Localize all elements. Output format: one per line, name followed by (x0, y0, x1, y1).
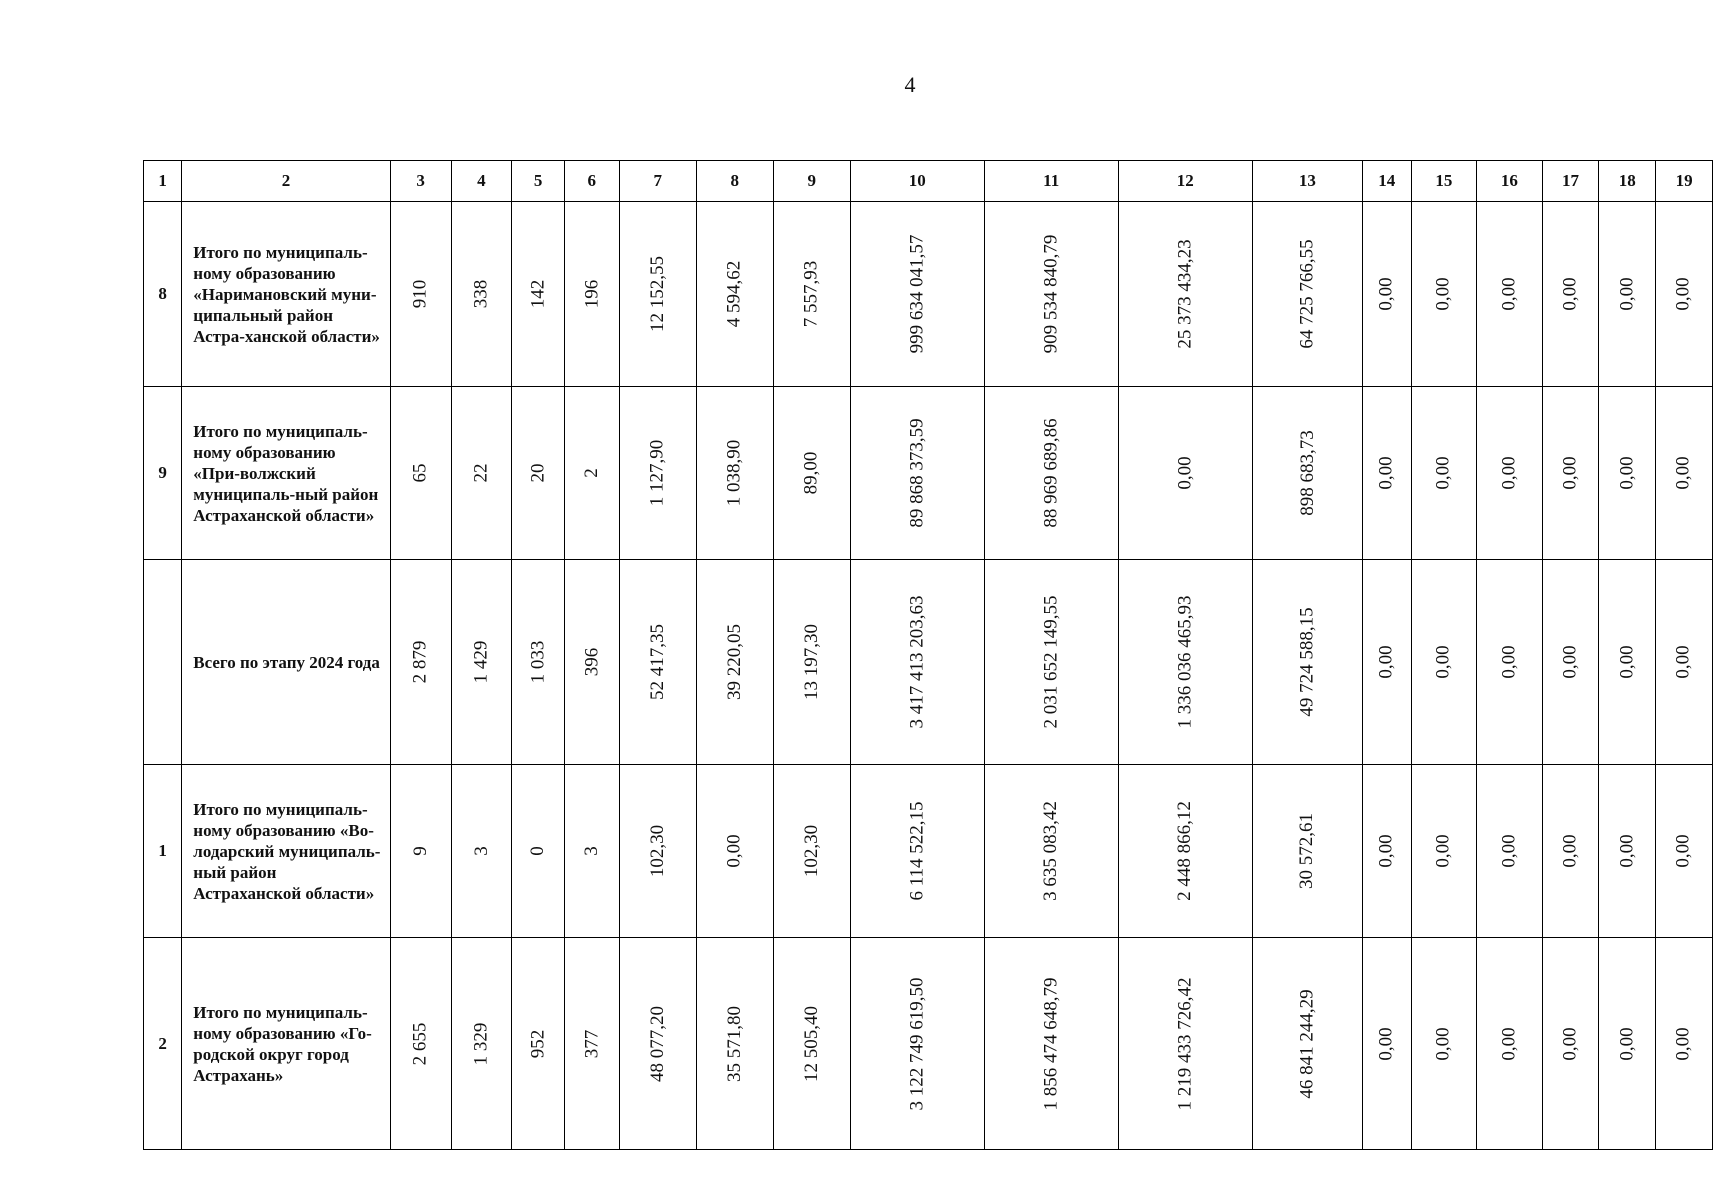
value-cell (619, 560, 696, 765)
value-cell (1252, 202, 1362, 387)
value-cell (850, 938, 984, 1150)
value-text: 0,00 (723, 834, 745, 868)
value-cell (773, 560, 850, 765)
value-cell (1411, 765, 1477, 938)
value-cell (390, 560, 451, 765)
value-text: 0,00 (1673, 277, 1695, 311)
value-text: 0,00 (1432, 645, 1454, 679)
value-cell (984, 765, 1118, 938)
value-cell (1362, 765, 1411, 938)
value-cell (619, 938, 696, 1150)
value-cell (696, 202, 773, 387)
value-cell (850, 560, 984, 765)
value-text: 0,00 (1559, 645, 1581, 679)
value-text: 0,00 (1375, 645, 1397, 679)
value-cell (1118, 387, 1252, 560)
value-text: 1 856 474 648,79 (1040, 977, 1062, 1110)
value-cell (850, 765, 984, 938)
value-cell (773, 938, 850, 1150)
value-text: 6 114 522,15 (906, 801, 928, 901)
value-text: 89,00 (800, 451, 822, 495)
value-text: 1 429 (470, 640, 492, 684)
value-cell (512, 387, 565, 560)
value-text: 88 969 689,86 (1040, 418, 1062, 528)
value-text: 48 077,20 (646, 1005, 668, 1082)
value-cell (390, 765, 451, 938)
column-header: 1 (144, 161, 182, 202)
value-cell (1599, 938, 1656, 1150)
value-text: 0,00 (1559, 834, 1581, 868)
value-text: 1 033 (527, 640, 549, 684)
value-cell (1542, 202, 1599, 387)
value-text: 3 (470, 846, 492, 856)
value-cell (984, 938, 1118, 1150)
value-text: 52 417,35 (646, 624, 668, 700)
value-cell (451, 387, 512, 560)
row-description-cell: Итого по муниципаль-ному образованию «Наримановский муни-ципальный район Астра-ханской области» (182, 202, 391, 387)
value-text: 0,00 (1616, 456, 1638, 490)
value-cell (1656, 387, 1713, 560)
column-header: 15 (1411, 161, 1477, 202)
value-text: 0,00 (1616, 645, 1638, 679)
column-header: 2 (182, 161, 391, 202)
value-cell (390, 387, 451, 560)
value-text: 64 725 766,55 (1296, 239, 1318, 349)
value-text: 7 557,93 (800, 260, 822, 328)
value-cell (564, 938, 619, 1150)
value-text: 13 197,30 (800, 624, 822, 700)
value-cell (1252, 560, 1362, 765)
value-text: 30 572,61 (1296, 813, 1318, 889)
column-header: 5 (512, 161, 565, 202)
column-header: 6 (564, 161, 619, 202)
value-text: 0,00 (1673, 645, 1695, 679)
value-cell (451, 765, 512, 938)
value-cell (1542, 560, 1599, 765)
value-text: 0,00 (1498, 1026, 1520, 1061)
value-text: 1 127,90 (646, 439, 668, 507)
value-text: 3 417 413 203,63 (906, 595, 928, 729)
value-text: 0 (527, 846, 549, 856)
value-text: 0,00 (1174, 456, 1196, 490)
value-cell (1411, 202, 1477, 387)
value-text: 0,00 (1432, 277, 1454, 311)
value-cell (512, 938, 565, 1150)
value-cell (1599, 387, 1656, 560)
column-header: 17 (1542, 161, 1599, 202)
value-cell (984, 387, 1118, 560)
value-text: 0,00 (1498, 277, 1520, 311)
row-description-cell: Всего по этапу 2024 года (182, 560, 391, 765)
value-text: 4 594,62 (723, 260, 745, 328)
value-text: 2 031 652 149,55 (1040, 595, 1062, 729)
value-text: 0,00 (1375, 456, 1397, 490)
value-text: 46 841 244,29 (1296, 988, 1318, 1099)
value-text: 65 (409, 463, 431, 483)
column-header: 4 (451, 161, 512, 202)
data-table (143, 160, 1713, 1150)
value-text: 0,00 (1375, 1026, 1397, 1061)
value-cell (1477, 560, 1543, 765)
column-header: 14 (1362, 161, 1411, 202)
value-text: 39 220,05 (723, 624, 745, 700)
value-cell (1656, 765, 1713, 938)
value-cell (1362, 560, 1411, 765)
row-number-cell: 9 (144, 387, 182, 560)
value-cell (1252, 387, 1362, 560)
value-cell (1362, 387, 1411, 560)
value-text: 909 534 840,79 (1040, 234, 1062, 354)
row-number-cell: 2 (144, 938, 182, 1150)
value-text: 22 (470, 463, 492, 483)
value-cell (451, 560, 512, 765)
value-cell (1656, 202, 1713, 387)
value-cell (1477, 387, 1543, 560)
value-cell (564, 387, 619, 560)
value-text: 35 571,80 (723, 1005, 745, 1082)
value-cell (696, 765, 773, 938)
value-cell (512, 560, 565, 765)
value-text: 0,00 (1673, 834, 1695, 868)
value-text: 0,00 (1432, 834, 1454, 868)
value-text: 142 (527, 279, 549, 309)
row-number-cell (144, 560, 182, 765)
value-cell (850, 387, 984, 560)
value-cell (1362, 202, 1411, 387)
value-cell (1477, 938, 1543, 1150)
value-cell (1362, 938, 1411, 1150)
value-cell (696, 938, 773, 1150)
value-text: 898 683,73 (1296, 430, 1318, 516)
value-cell (1411, 938, 1477, 1150)
value-text: 89 868 373,59 (906, 418, 928, 528)
table-row (144, 938, 1713, 1150)
column-header: 9 (773, 161, 850, 202)
value-text: 0,00 (1616, 834, 1638, 868)
value-text: 0,00 (1432, 456, 1454, 490)
value-cell (984, 560, 1118, 765)
value-text: 12 505,40 (800, 1005, 822, 1082)
value-cell (1252, 938, 1362, 1150)
value-text: 12 152,55 (646, 256, 668, 332)
value-cell (1411, 387, 1477, 560)
value-cell (1542, 765, 1599, 938)
table-row (144, 765, 1713, 938)
row-description-cell: Итого по муниципаль-ному образованию «Во-лодарский муниципаль-ный район Астраханской области» (182, 765, 391, 938)
value-cell (1477, 765, 1543, 938)
value-text: 0,00 (1375, 834, 1397, 868)
value-cell (1118, 560, 1252, 765)
column-header: 18 (1599, 161, 1656, 202)
value-text: 0,00 (1559, 277, 1581, 311)
value-text: 0,00 (1375, 277, 1397, 311)
value-text: 0,00 (1673, 456, 1695, 490)
value-text: 952 (527, 1029, 549, 1058)
value-cell (1118, 765, 1252, 938)
value-text: 999 634 041,57 (906, 234, 928, 354)
column-header: 11 (984, 161, 1118, 202)
value-cell (451, 938, 512, 1150)
value-cell (773, 765, 850, 938)
table-row (144, 202, 1713, 387)
row-number-cell: 1 (144, 765, 182, 938)
value-cell (696, 560, 773, 765)
value-cell (1411, 560, 1477, 765)
value-cell (1599, 202, 1656, 387)
value-cell (512, 202, 565, 387)
header-row (144, 161, 1713, 202)
value-cell (564, 765, 619, 938)
value-cell (1599, 560, 1656, 765)
value-text: 2 879 (409, 640, 431, 684)
value-text: 49 724 588,15 (1296, 607, 1318, 717)
value-cell (451, 202, 512, 387)
column-header: 13 (1252, 161, 1362, 202)
table-row (144, 560, 1713, 765)
value-text: 2 448 866,12 (1174, 801, 1196, 901)
value-cell (1542, 938, 1599, 1150)
column-header: 8 (696, 161, 773, 202)
value-text: 102,30 (800, 824, 822, 878)
value-text: 9 (409, 846, 431, 856)
value-cell (1656, 560, 1713, 765)
value-text: 102,30 (646, 824, 668, 878)
value-text: 1 038,90 (723, 439, 745, 507)
table-row (144, 387, 1713, 560)
column-header: 12 (1118, 161, 1252, 202)
row-description-cell: Итого по муниципаль-ному образованию «Го-родской округ город Астрахань» (182, 938, 391, 1150)
value-cell (1542, 387, 1599, 560)
value-text: 1 336 036 465,93 (1174, 595, 1196, 729)
value-text: 0,00 (1559, 456, 1581, 490)
value-text: 0,00 (1559, 1026, 1581, 1061)
row-number-cell: 8 (144, 202, 182, 387)
value-cell (390, 202, 451, 387)
value-cell (696, 387, 773, 560)
value-text: 0,00 (1432, 1026, 1454, 1061)
value-text: 2 655 (409, 1022, 431, 1065)
value-text: 0,00 (1498, 456, 1520, 490)
value-cell (564, 202, 619, 387)
value-text: 3 635 083,42 (1040, 801, 1062, 901)
row-description-cell: Итого по муниципаль-ному образованию «При-волжский муниципаль-ный район Астраханской области» (182, 387, 391, 560)
value-text: 0,00 (1616, 1026, 1638, 1061)
value-cell (773, 202, 850, 387)
value-text: 2 (580, 468, 602, 478)
value-cell (619, 765, 696, 938)
value-text: 377 (580, 1029, 602, 1058)
column-header: 10 (850, 161, 984, 202)
value-text: 25 373 434,23 (1174, 239, 1196, 349)
value-text: 0,00 (1498, 645, 1520, 679)
value-cell (390, 938, 451, 1150)
value-text: 0,00 (1616, 277, 1638, 311)
value-cell (850, 202, 984, 387)
value-cell (1477, 202, 1543, 387)
value-text: 1 329 (470, 1022, 492, 1065)
column-header: 19 (1656, 161, 1713, 202)
value-cell (619, 202, 696, 387)
value-cell (1118, 938, 1252, 1150)
value-text: 0,00 (1498, 834, 1520, 868)
value-cell (564, 560, 619, 765)
value-text: 338 (470, 279, 492, 309)
column-header: 16 (1477, 161, 1543, 202)
column-header: 7 (619, 161, 696, 202)
value-cell (619, 387, 696, 560)
value-text: 20 (527, 463, 549, 483)
value-cell (1118, 202, 1252, 387)
value-cell (512, 765, 565, 938)
value-cell (984, 202, 1118, 387)
value-text: 0,00 (1673, 1026, 1695, 1061)
value-text: 3 122 749 619,50 (906, 977, 928, 1110)
page-number: 4 (904, 72, 916, 97)
value-cell (1656, 938, 1713, 1150)
column-header: 3 (390, 161, 451, 202)
value-cell (1599, 765, 1656, 938)
value-text: 196 (580, 279, 602, 309)
value-text: 3 (580, 846, 602, 856)
value-cell (773, 387, 850, 560)
value-text: 1 219 433 726,42 (1174, 977, 1196, 1110)
value-text: 910 (409, 279, 431, 309)
value-text: 396 (580, 647, 602, 677)
value-cell (1252, 765, 1362, 938)
